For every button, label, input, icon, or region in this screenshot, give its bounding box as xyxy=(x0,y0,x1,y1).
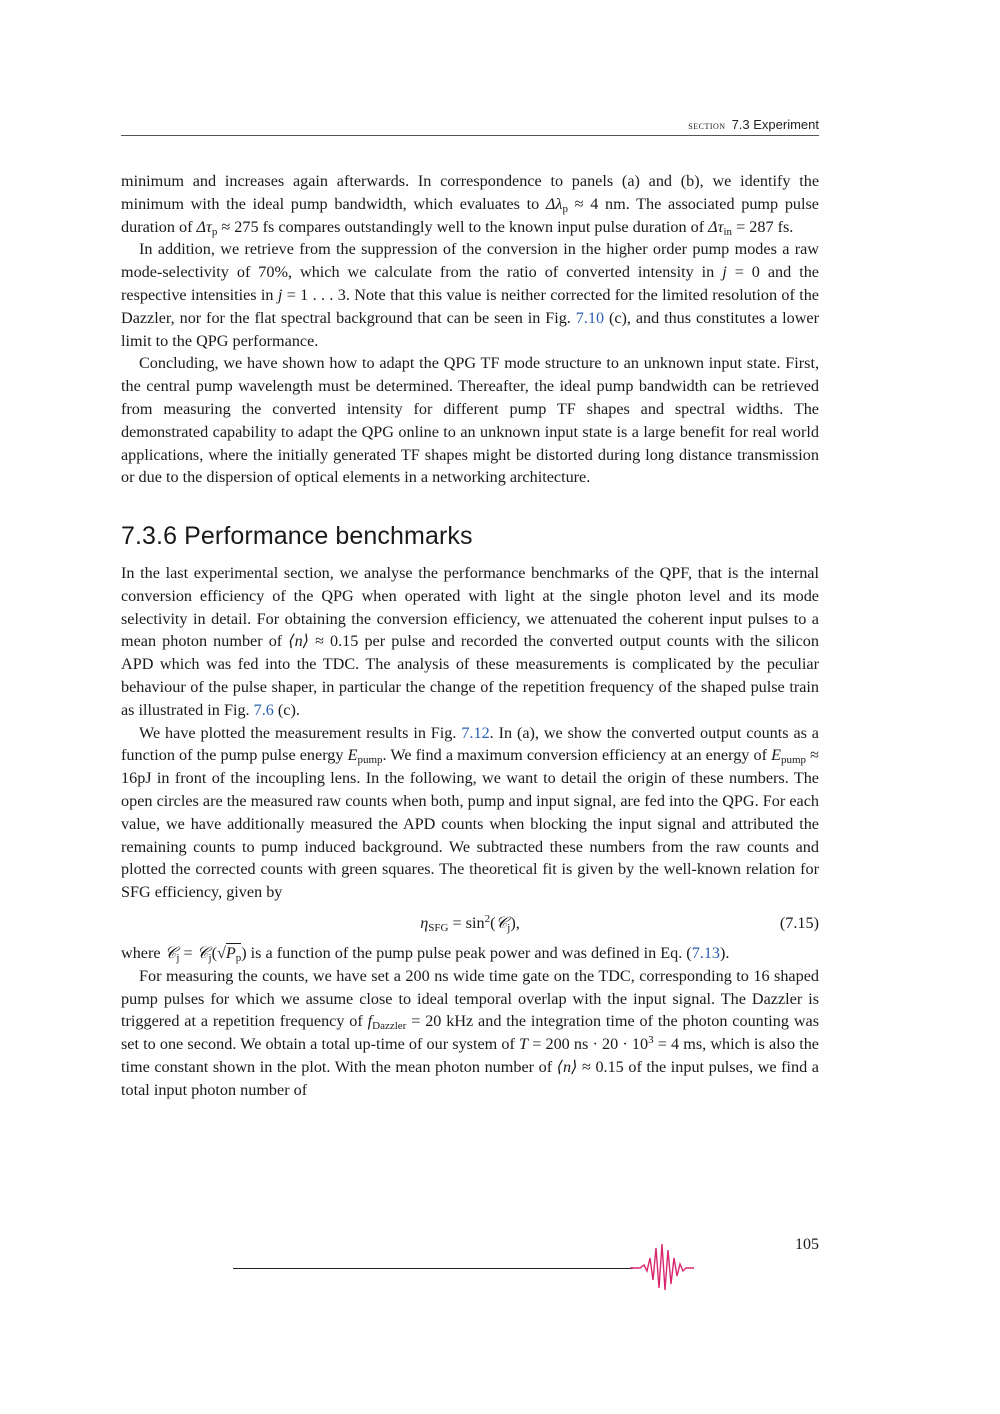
p1-math-delta-tau-p: Δτ xyxy=(196,217,212,236)
p4-math-n: ⟨n⟩ xyxy=(288,632,309,651)
p5-text-c: . We find a maximum conversion efficiency at an energy of xyxy=(382,746,772,765)
p7-math-t: T xyxy=(519,1035,529,1054)
paragraph-6 xyxy=(121,942,819,965)
p4-text-a: In the last experimental section, we analyse the performance benchmarks of the QPF, that is the internal conversion efficiency of the QPG when operated with light at the single photon level and its mode selectivity in detail. For obtaining the conversion efficiency, we attenuated the coherent input pulses to a mean photon number of xyxy=(121,563,819,651)
eq-eta: η xyxy=(420,913,429,932)
p5-text-a: We have plotted the measurement results in Fig. xyxy=(139,723,462,742)
paragraph-4 xyxy=(121,562,819,722)
p5-text-d: ≈ 16pJ in front of the incoupling lens. In the following, we want to detail the origin of these numbers. The open circles are the measured raw counts when both, pump and input signal, are fed into the QPG. For each value, we have additionally measured the APD counts when blocking the input signal and attributed the remaining counts to pump induced background. We subtracted these numbers from the raw counts and plotted the corrected counts with green squares. The theoretical fit is given by the well-known relation for SFG efficiency, given by xyxy=(121,746,820,902)
p7-text-a: For measuring the counts, we have set a 200 ns wide time gate on the TDC, corresponding to 16 shaped pump pulses for which we assume close to ideal temporal overlap with the input signal. The Dazzler is triggered at a repetition frequency of xyxy=(121,966,819,1031)
eq-sin-sup: 2 xyxy=(484,912,491,925)
p6-text-c: ( xyxy=(211,943,217,962)
p6-text-e: ). xyxy=(720,943,730,962)
eq-c-sub: j xyxy=(507,921,511,934)
p2-text-b: = 0 and the respective intensities in xyxy=(121,263,819,304)
p6-text-b: = xyxy=(179,943,197,962)
p6-math-c-1: 𝒞 xyxy=(164,943,177,962)
paragraph-2 xyxy=(121,238,819,352)
p1-math-delta-tau-in: Δτ xyxy=(708,217,724,236)
p5-math-e-pump-2: E xyxy=(771,746,781,765)
page-body xyxy=(121,170,819,1101)
p1-text-a: minimum and increases again afterwards. In correspondence to panels (a) and (b), we identify the minimum with the ideal pump bandwidth, which evaluates to xyxy=(121,172,819,213)
paragraph-5 xyxy=(121,722,819,904)
eq-sin: = sin xyxy=(448,913,485,932)
p6-math-sub-1: j xyxy=(176,951,180,964)
footer-rule xyxy=(233,1268,633,1269)
p5-math-sub-2: pump xyxy=(780,754,807,767)
figure-ref-7-6[interactable]: 7.6 xyxy=(253,700,274,719)
pulse-wave-icon xyxy=(630,1238,694,1298)
paragraph-3: Concluding, we have shown how to adapt the QPG TF mode structure to an unknown input state. First, the central pump wavelength must be determined. Thereafter, the ideal pump bandwidth can be retrieved from measuring the converted intensity for different pump TF shapes and spectral widths. The demonstrated capability to adapt the QPG online to an unknown input state is a large benefit for real world applications, where the initially generated TF shapes might be distorted during long distance transmission or due to the dispersion of optical elements in a networking architecture. xyxy=(121,354,819,487)
p7-math-sup: 3 xyxy=(648,1034,654,1047)
p1-text-d: = 287 fs. xyxy=(732,217,794,236)
p7-math-n: ⟨n⟩ xyxy=(556,1057,578,1076)
p4-text-b: ≈ 0.15 per pulse and recorded the converted output counts with the silicon APD which was fed into the TDC. The analysis of these measurements is complicated by the peculiar behaviour of the pulse shaper, in particular the change of the repetition frequency of the shaped pulse train as illustrated in Fig. xyxy=(121,632,819,719)
p2-text-c: = 1 . . . 3. Note that this value is neither corrected for the limited resolution of the Dazzler, nor for the flat spectral background that can be seen in Fig. xyxy=(121,285,819,327)
p7-text-b: = 20 kHz and the integration time of the photon counting was set to one second. We obtain a total up-time of our system of xyxy=(121,1012,819,1054)
running-header xyxy=(688,117,819,132)
p6-math-p: P xyxy=(225,943,236,962)
equation-7-15 xyxy=(121,904,819,942)
p2-math-j-2: j xyxy=(277,285,283,304)
p6-math-c-2: 𝒞 xyxy=(196,943,209,962)
running-header-title: 7.3 Experiment xyxy=(731,117,819,132)
p5-math-e-pump-1: E xyxy=(347,746,358,765)
p1-text-c: ≈ 275 fs compares outstandingly well to the known input pulse duration of xyxy=(217,217,709,236)
p1-math-delta-lambda: Δλ xyxy=(545,194,563,213)
eq-eta-sub: SFG xyxy=(428,921,449,934)
p6-math-sub-3: p xyxy=(235,951,242,964)
p6-text-d: ) is a function of the pump pulse peak power and was defined in Eq. ( xyxy=(241,943,692,962)
p1-text-b: ≈ 4 nm. The associated pump pulse duration of xyxy=(121,194,819,236)
page-number: 105 xyxy=(795,1236,819,1253)
figure-ref-7-12[interactable]: 7.12 xyxy=(461,723,490,742)
paragraph-7 xyxy=(121,965,819,1102)
paragraph-1 xyxy=(121,170,819,238)
p7-math-f: f xyxy=(367,1012,373,1031)
p5-math-sub-1: pump xyxy=(357,754,383,767)
eq-paren-close: ), xyxy=(510,913,520,932)
figure-ref-7-10[interactable]: 7.10 xyxy=(575,308,605,327)
p2-text-d: (c), and thus constitutes a lower limit to the QPG performance. xyxy=(121,308,819,350)
running-header-section-label: section xyxy=(688,120,726,132)
eq-c: 𝒞 xyxy=(495,913,508,932)
equation-ref-7-13[interactable]: 7.13 xyxy=(691,943,721,962)
p6-math-sub-2: j xyxy=(208,951,212,964)
equation-number: (7.15) xyxy=(779,913,819,932)
pulse-wave-path xyxy=(630,1244,694,1290)
p6-text-a: where xyxy=(121,943,165,962)
p2-text-a: In addition, we retrieve from the suppression of the conversion in the higher order pump modes a raw mode-selectivity of 70%, which we calculate from the ratio of converted intensity in xyxy=(121,240,819,282)
p7-math-sub-1: Dazzler xyxy=(372,1020,407,1033)
p1-math-sub-1: p xyxy=(562,202,568,215)
equation-body xyxy=(121,912,819,935)
section-heading: 7.3.6 Performance benchmarks xyxy=(121,522,473,551)
p1-math-sub-2: p xyxy=(211,225,218,238)
p2-math-j-1: j xyxy=(722,263,727,282)
p5-text-b: . In (a), we show the converted output counts as a function of the pump pulse energy xyxy=(121,723,819,765)
p4-text-c: (c). xyxy=(273,700,300,719)
header-rule xyxy=(121,135,819,136)
p7-text-c: = 200 ns · 20 · 10 xyxy=(528,1035,649,1054)
p6-sqrt: √ xyxy=(216,943,226,962)
p7-text-d: = 4 ms, which is also the time constant shown in the plot. With the mean photon number of xyxy=(121,1035,819,1076)
eq-paren-open: ( xyxy=(490,913,496,932)
p1-math-sub-3: in xyxy=(723,225,733,238)
p7-text-e: ≈ 0.15 of the input pulses, we find a total input photon number of xyxy=(121,1057,819,1099)
